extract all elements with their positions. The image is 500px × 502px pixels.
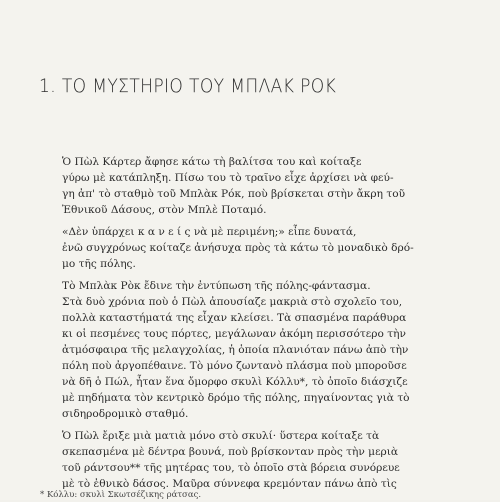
text-line: τοῦ ράντσου** τῆς μητέρας του, τὸ ὁποῖο στὰ βόρεια συνόρευε xyxy=(62,462,400,474)
text-line: Ὁ Πὼλ ἔριξε μιὰ ματιὰ μόνο στὸ σκυλί· ὕστερα κοίταξε τὰ xyxy=(62,430,380,442)
text-line: Στὰ δυὸ χρόνια ποὺ ὁ Πὼλ ἀπουσίαζε μακριὰ στὸ σχολεῖο του, xyxy=(62,296,403,308)
body-text xyxy=(62,154,482,498)
text-line: μὲ πηδήματα τὸν κεντρικὸ δρόμο τῆς πόλης, πηγαίνοντας γιὰ τὸ xyxy=(62,392,410,404)
text-line: Τὸ Μπλὰκ Ρὸκ ἔδινε τὴν ἐντύπωση τῆς πόλης-φάντασμα. xyxy=(62,280,371,292)
chapter-title: 1. ΤΟ ΜΥΣΤΗΡΙΟ ΤΟΥ ΜΠΛΑΚ ΡΟΚ xyxy=(39,75,337,97)
text-line: Ἐθνικοῦ Δάσους, στὸν Μπλὲ Ποταμό. xyxy=(62,204,267,216)
text-line: μο τῆς πόλης. xyxy=(62,258,136,270)
text-line: ἀτμόσφαιρα τῆς μελαγχολίας, ἡ ὁποία πλανιόταν πάνω ἀπὸ τὴν xyxy=(62,344,409,356)
text-line: σκεπασμένα μὲ δέντρα βουνά, ποὺ βρίσκονταν πρὸς τὴν μεριὰ xyxy=(62,446,399,458)
text-line: ἐνῶ συγχρόνως κοίταζε ἀνήσυχα πρὸς τὰ κάτω τὸ μοναδικὸ δρό- xyxy=(62,242,414,254)
text-line: πόλη ποὺ ἀργοπέθαινε. Τὸ μόνο ζωντανὸ πλάσμα ποὺ μποροῦσε xyxy=(62,360,407,372)
text-line: «Δὲν ὑπάρχει κ α ν ε ί ς νὰ μὲ περιμένη;» εἶπε δυνατά, xyxy=(62,226,357,238)
text-line: γη ἀπ' τὸ σταθμὸ τοῦ Μπλὰκ Ρόκ, ποὺ βρίσκεται στὴν ἄκρη τοῦ xyxy=(62,188,406,200)
paragraph xyxy=(62,428,482,492)
text-line: μὲ τὸ ἐθνικὸ δάσος. Μαῦρα σύννεφα κρεμόνταν πάνω ἀπὸ τὶς xyxy=(62,478,397,490)
text-line: νὰ δῆ ὁ Πώλ, ἦταν ἕνα ὄμορφο σκυλὶ Κόλλυ*, τὸ ὁποῖο διάσχιζε xyxy=(62,376,408,388)
text-line: Ὁ Πὼλ Κάρτερ ἄφησε κάτω τὴ βαλίτσα του καὶ κοίταξε xyxy=(62,156,362,168)
paragraph xyxy=(62,224,482,272)
text-line: πολλὰ καταστήματά της εἶχαν κλείσει. Τὰ σπασμένα παράθυρα xyxy=(62,312,407,324)
text-line: σιδηροδρομικὸ σταθμό. xyxy=(62,408,189,420)
text-line: κι οἱ πεσμένες τους πόρτες, μεγάλωναν ἀκόμη περισσότερο τὴν xyxy=(62,328,406,340)
text-line: γύρω μὲ κατάπληξη. Πίσω του τὸ τραῖνο εἶχε ἀρχίσει νὰ φεύ- xyxy=(62,172,394,184)
footnote: * Κόλλυ: σκυλὶ Σκωτσέζικης ράτσας. xyxy=(40,490,202,500)
paragraph xyxy=(62,154,482,218)
paragraph xyxy=(62,278,482,422)
